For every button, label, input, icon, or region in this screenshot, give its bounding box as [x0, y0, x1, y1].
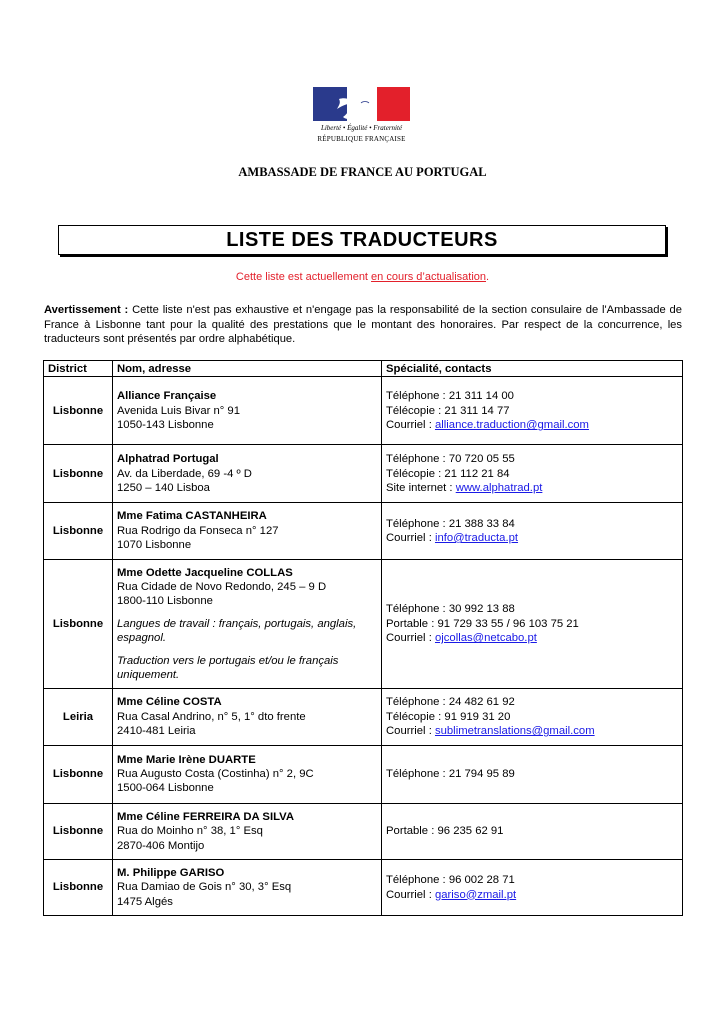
translator-name: M. Philippe GARISO: [117, 866, 225, 879]
contact-label: Site internet :: [386, 482, 456, 495]
name-address-cell: [113, 803, 382, 859]
contact-link[interactable]: gariso@zmail.pt: [434, 888, 517, 901]
notice-prefix: Cette liste est actuellement: [235, 271, 372, 283]
translator-name: Mme Odette Jacqueline COLLAS: [117, 566, 293, 579]
contact-link[interactable]: sublimetranslations@gmail.com: [434, 725, 595, 738]
translator-note: Langues de travail : français, portugais, anglais, espagnol.: [117, 617, 357, 645]
notice-suffix: .: [486, 271, 490, 283]
table-row: [44, 377, 683, 445]
contact-label: Courriel :: [386, 725, 435, 738]
translator-name: Alphatrad Portugal: [117, 453, 219, 466]
name-address-cell: [113, 689, 382, 745]
name-address-cell: [113, 745, 382, 803]
address-line: Rua Casal Andrino, n° 5, 1° dto frente: [117, 710, 306, 723]
address-line: Rua Augusto Costa (Costinha) n° 2, 9C: [117, 767, 314, 780]
contact-line: [386, 767, 678, 781]
contact-line: [386, 602, 678, 616]
contact-label: Courriel :: [386, 888, 435, 901]
contact-line: [386, 404, 678, 418]
contact-label: Téléphone :: [386, 453, 449, 466]
contact-line: [386, 452, 678, 466]
contact-value: 96 235 62 91: [437, 825, 504, 838]
header-district: District: [44, 361, 113, 377]
header-name-address: Nom, adresse: [113, 361, 382, 377]
contacts-cell: [382, 859, 683, 915]
contact-label: Téléphone :: [386, 517, 449, 530]
disclaimer-text: Cette liste n'est pas exhaustive et n'engage pas la responsabilité de la section consulaire de l'Ambassade de France à Lisbonne tant pour la qualité des prestations que le montant des honoraires. Par respect de la concurrence, les traducteurs sont présentés par ordre alphabétique.: [44, 304, 682, 345]
contact-link[interactable]: alliance.traduction@gmail.com: [434, 419, 589, 432]
contact-value: 96 002 28 71: [448, 874, 515, 887]
contact-label: Portable :: [386, 825, 438, 838]
translator-note: Traduction vers le portugais et/ou le français uniquement.: [117, 654, 339, 682]
contact-link[interactable]: www.alphatrad.pt: [455, 482, 543, 495]
contact-line: [386, 631, 678, 645]
contact-label: Télécopie :: [386, 404, 445, 417]
district-cell: Lisbonne: [44, 559, 113, 689]
contacts-cell: [382, 803, 683, 859]
district-cell: Lisbonne: [44, 445, 113, 503]
page-title: LISTE DES TRADUCTEURS: [226, 229, 498, 251]
contact-label: Portable :: [386, 617, 438, 630]
contact-label: Téléphone :: [386, 603, 449, 616]
contact-value: 30 992 13 88: [448, 603, 515, 616]
contact-value: 21 794 95 89: [448, 767, 515, 780]
table-row: [44, 859, 683, 915]
translator-name: Mme Céline FERREIRA DA SILVA: [117, 810, 295, 823]
disclaimer: [44, 303, 682, 347]
table-row: [44, 503, 683, 559]
table-row: [44, 445, 683, 503]
address-line: 1050-143 Lisbonne: [117, 419, 214, 432]
contact-value: 21 311 14 77: [444, 404, 510, 417]
contact-value: 21 388 33 84: [448, 517, 515, 530]
contact-line: [386, 724, 678, 738]
contact-label: Télécopie :: [386, 710, 445, 723]
table-row: [44, 745, 683, 803]
republic-label: RÉPUBLIQUE FRANÇAISE: [317, 135, 406, 143]
contact-label: Téléphone :: [386, 767, 449, 780]
contacts-cell: [382, 445, 683, 503]
update-notice: [0, 271, 725, 283]
contact-line: [386, 517, 678, 531]
marianne-flag-icon: [313, 87, 410, 121]
contacts-cell: [382, 559, 683, 689]
address-line: 1475 Algés: [117, 895, 173, 908]
translator-name: Mme Marie Irène DUARTE: [117, 753, 256, 766]
contact-link[interactable]: info@traducta.pt: [434, 532, 519, 545]
name-address-cell: [113, 445, 382, 503]
name-address-cell: [113, 859, 382, 915]
table-body: [44, 377, 683, 916]
table-row: [44, 689, 683, 745]
translator-name: Mme Fatima CASTANHEIRA: [117, 510, 267, 523]
republique-francaise-logo: [313, 87, 410, 149]
contact-value: 24 482 61 92: [448, 696, 515, 709]
address-line: 1800-110 Lisbonne: [117, 595, 213, 608]
address-line: 2410-481 Leiria: [117, 725, 196, 738]
contact-line: [386, 824, 678, 838]
address-line: Av. da Liberdade, 69 -4 º D: [117, 467, 252, 480]
contact-label: Courriel :: [386, 532, 435, 545]
table-row: [44, 803, 683, 859]
district-cell: Lisbonne: [44, 745, 113, 803]
contact-label: Télécopie :: [386, 467, 445, 480]
contact-label: Téléphone :: [386, 390, 449, 403]
contacts-cell: [382, 377, 683, 445]
notice-underlined: en cours d’actualisation: [371, 271, 487, 283]
motto: Liberté • Égalité • Fraternité: [320, 124, 403, 132]
translator-name: Alliance Française: [117, 390, 217, 403]
district-cell: Lisbonne: [44, 859, 113, 915]
header-contacts: Spécialité, contacts: [382, 361, 683, 377]
contact-value: 70 720 05 55: [448, 453, 515, 466]
contact-line: [386, 418, 678, 432]
contact-line: [386, 710, 678, 724]
contact-value: 21 112 21 84: [444, 467, 510, 480]
translator-name: Mme Céline COSTA: [117, 696, 222, 709]
translators-table: [43, 360, 683, 916]
address-line: Rua Rodrigo da Fonseca n° 127: [117, 524, 279, 537]
district-cell: Lisbonne: [44, 803, 113, 859]
contact-link[interactable]: ojcollas@netcabo.pt: [434, 632, 537, 645]
embassy-heading: AMBASSADE DE FRANCE AU PORTUGAL: [238, 165, 487, 179]
address-line: 1070 Lisbonne: [117, 539, 192, 552]
title-box: [58, 225, 666, 255]
contact-line: [386, 617, 678, 631]
contact-label: Téléphone :: [386, 874, 449, 887]
address-line: Rua do Moinho n° 38, 1° Esq: [117, 825, 263, 838]
contact-label: Téléphone :: [386, 696, 449, 709]
table-header-row: [44, 361, 683, 377]
address-line: Rua Cidade de Novo Redondo, 245 – 9 D: [117, 581, 327, 594]
contact-line: [386, 467, 678, 481]
contact-line: [386, 888, 678, 902]
address-line: 1250 – 140 Lisboa: [117, 482, 210, 495]
address-line: Avenida Luis Bivar n° 91: [117, 404, 241, 417]
contacts-cell: [382, 503, 683, 559]
name-address-cell: [113, 503, 382, 559]
contact-line: [386, 531, 678, 545]
contacts-cell: [382, 745, 683, 803]
contact-value: 21 311 14 00: [448, 390, 514, 403]
contact-label: Courriel :: [386, 419, 435, 432]
name-address-cell: [113, 377, 382, 445]
contact-line: [386, 389, 678, 403]
contact-label: Courriel :: [386, 632, 435, 645]
district-cell: Lisbonne: [44, 503, 113, 559]
disclaimer-label: Avertissement :: [44, 304, 129, 316]
contact-line: [386, 873, 678, 887]
address-line: Rua Damiao de Gois n° 30, 3° Esq: [117, 881, 292, 894]
contact-line: [386, 481, 678, 495]
address-line: 2870-406 Montijo: [117, 839, 205, 852]
contact-line: [386, 695, 678, 709]
table-row: [44, 559, 683, 689]
contacts-cell: [382, 689, 683, 745]
name-address-cell: [113, 559, 382, 689]
address-line: 1500-064 Lisbonne: [117, 782, 214, 795]
district-cell: Leiria: [44, 689, 113, 745]
district-cell: Lisbonne: [44, 377, 113, 445]
contact-value: 91 919 31 20: [444, 710, 511, 723]
contact-value: 91 729 33 55 / 96 103 75 21: [437, 617, 579, 630]
